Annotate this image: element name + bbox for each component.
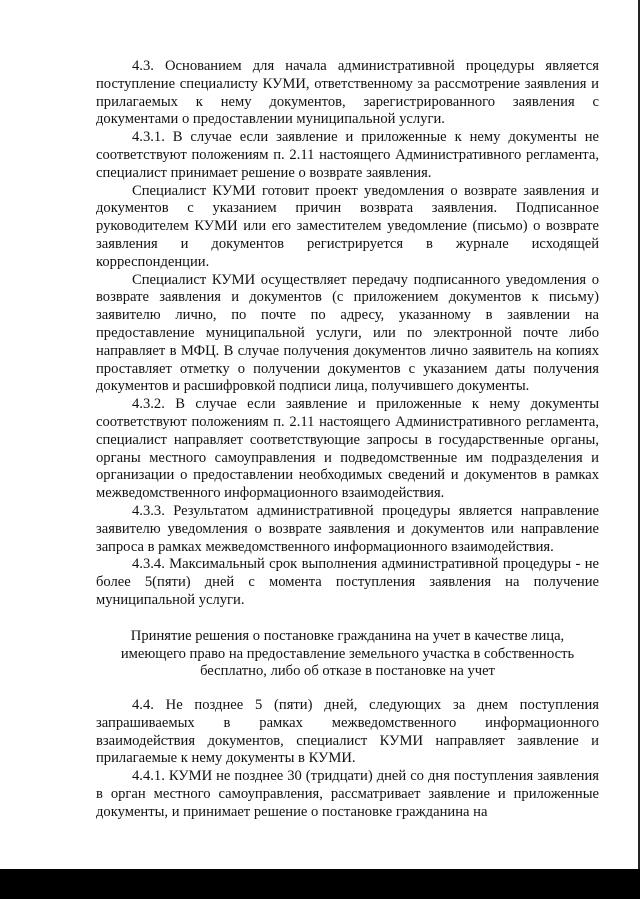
paragraph-4-3-3: 4.3.3. Результатом административной процедуры является направление заявителю уведомления о возврате заявления и документов или направление запроса в рамках межведомственного информационного взаимодействия. xyxy=(96,502,599,555)
paragraph-4-4-1: 4.4.1. КУМИ не позднее 30 (тридцати) дней со дня поступления заявления в орган местного самоуправления, рассматривает заявление и приложенные документы, и принимает решение о постановке гражданина на xyxy=(96,768,599,820)
section-heading-line: бесплатно, либо об отказе в постановке на учет xyxy=(200,663,495,680)
section-heading xyxy=(96,628,599,681)
paragraph-4-4: 4.4. Не позднее 5 (пяти) дней, следующих за днем поступления запрашиваемых в рамках межведомственного информационного взаимодействия документов, специалист КУМИ направляет заявление и прилагаемые к нему документы в КУМИ. xyxy=(96,697,599,767)
paragraph-4-3-2: 4.3.2. В случае если заявление и приложенные к нему документы соответствуют положениям п. 2.11 настоящего Административного регламента, специалист направляет соответствующие запросы в государственные органы, органы местного самоуправления и подведомственные им подразделения и организации о предоставлении необходимых сведений и документов в рамках межведомственного информационного взаимодействия. xyxy=(96,396,599,502)
paragraph-4-3-1: 4.3.1. В случае если заявление и приложенные к нему документы не соответствуют положениям п. 2.11 настоящего Административного регламента, специалист принимает решение о возврате заявления. xyxy=(96,129,599,181)
paragraph-4-3: 4.3. Основанием для начала административной процедуры является поступление специалисту КУМИ, ответственному за рассмотрение заявления и прилагаемых к нему документов, зарегистрированного заявления с документами о предоставлении муниципальной услуги. xyxy=(96,58,599,128)
section-heading-line: Принятие решения о постановке гражданина на учет в качестве лица, xyxy=(130,627,565,644)
document-body xyxy=(96,58,599,822)
scan-bottom-edge xyxy=(0,869,640,899)
paragraph-return-notice: Специалист КУМИ готовит проект уведомления о возврате заявления и документов с указанием причин возврата заявления. Подписанное руководителем КУМИ или его заместителем уведомление (письмо) о возврате заявления и документов регистрируется в журнале исходящей корреспонденции. xyxy=(96,182,599,270)
paragraph-4-3-4: 4.3.4. Максимальный срок выполнения административной процедуры - не более 5(пяти) дней с момента поступления заявления на получение муниципальной услуги. xyxy=(96,556,599,608)
spacer xyxy=(96,681,599,697)
paragraph-transfer-notice: Специалист КУМИ осуществляет передачу подписанного уведомления о возврате заявления и документов (с приложением документов к письму) заявителю лично, по почте по адресу, указанному в заявлении на предоставление муниципальной услуги, или по электронной почте либо направляет в МФЦ. В случае получения документов лично заявитель на копиях проставляет отметку о получении документов с указанием даты получения документов и расшифровкой подписи лица, получившего документы. xyxy=(96,271,599,395)
section-heading-line: имеющего право на предоставление земельного участка в собственность xyxy=(120,645,575,662)
